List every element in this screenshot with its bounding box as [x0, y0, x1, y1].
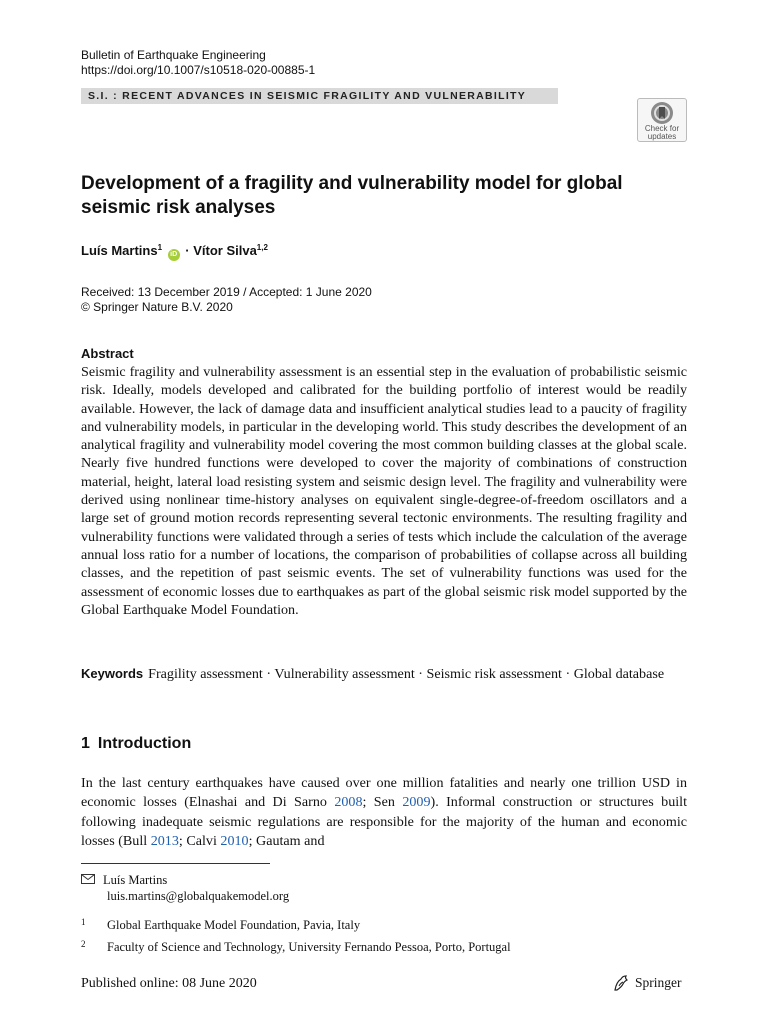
abstract-heading: Abstract [81, 346, 134, 361]
received-accepted: Received: 13 December 2019 / Accepted: 1 June 2020 [81, 285, 372, 299]
author-separator: · [181, 243, 194, 258]
keywords [81, 665, 687, 683]
intro-text: ). Informal construction or structures built following inadequate seismic regulations are responsible for the majority of the human and economic losses (Bull [81, 794, 687, 850]
affiliation-number: 2 [81, 939, 86, 949]
section-number: 1 [81, 735, 90, 752]
publisher-name: Springer [635, 975, 682, 990]
corresponding-email[interactable]: luis.martins@globalquakemodel.org [107, 889, 290, 903]
article-dates [81, 285, 372, 315]
springer-logo [612, 974, 682, 992]
journal-header [81, 48, 315, 78]
author-affiliation-mark: 1 [157, 243, 163, 252]
affiliation-2 [81, 936, 511, 955]
paper-title: Development of a fragility and vulnerability model for global seismic risk analyses [81, 173, 623, 218]
check-updates-text-1: Check for [644, 124, 680, 133]
section-heading [81, 735, 191, 753]
special-issue-banner: S.I. : RECENT ADVANCES IN SEISMIC FRAGILITY AND VULNERABILITY [81, 88, 558, 104]
corresponding-author [81, 872, 289, 904]
section-title: Introduction [97, 735, 192, 752]
published-online: Published online: 08 June 2020 [81, 976, 257, 991]
citation-link[interactable]: 2008 [334, 794, 363, 811]
affiliation-text: Faculty of Science and Technology, University Fernando Pessoa, Porto, Portugal [107, 940, 511, 954]
corresponding-name: Luís Martins [103, 873, 168, 887]
affiliation-text: Global Earthquake Model Foundation, Pavia, Italy [107, 918, 361, 932]
keywords-label: Keywords [81, 666, 144, 681]
journal-name: Bulletin of Earthquake Engineering [81, 48, 266, 62]
check-updates-text-2: updates [647, 132, 677, 141]
intro-text: ; Gautam and [248, 833, 325, 850]
check-for-updates-badge[interactable] [637, 98, 687, 142]
springer-horse-icon [612, 974, 630, 992]
author-name[interactable]: Vítor Silva [193, 243, 257, 258]
orcid-icon[interactable]: iD [168, 249, 180, 261]
abstract-text: Seismic fragility and vulnerability assessment is an essential step in the evaluation of probabilistic seismic risk. Ideally, models developed and calibrated for the building portfolio of interest would be readily available. However, the lack of damage data and insufficient analytical studies lead to a paucity of fragility and vulnerability models, in particular in the developing world. This study describes the development of an analytical fragility and vulnerability model covering the most common building classes at the global scale. Nearly five hundred functions were developed to cover the majority of combinations of construction material, height, lateral load resisting system and seismic design level. The fragility and vulnerability were derived using nonlinear time-history analyses on equivalent single-degree-of-freedom oscillators and a large set of ground motion records representing several tectonic environments. The resulting fragility and vulnerability functions were validated through a series of tests which include the calculation of the average annual loss ratio for a number of locations, the comparison of probabilities of collapse across all building classes, and the repetition of past seismic events. The set of vulnerability functions was used for the assessment of economic losses due to earthquakes as part of the global seismic risk model supported by the Global Earthquake Model Foundation. [81, 364, 687, 618]
author-name[interactable]: Luís Martins [81, 243, 158, 258]
intro-text: ; Calvi [178, 833, 221, 850]
bookmark-icon [650, 101, 674, 125]
affiliation-1 [81, 914, 360, 933]
affiliation-number: 1 [81, 917, 86, 927]
footnote-divider [81, 863, 270, 864]
author-affiliation-mark: 1,2 [256, 243, 268, 252]
citation-link[interactable]: 2010 [220, 833, 249, 850]
author-list [81, 243, 268, 261]
citation-link[interactable]: 2009 [402, 794, 431, 811]
intro-paragraph [81, 774, 687, 852]
keywords-text: Fragility assessment · Vulnerability assessment · Seismic risk assessment · Global database [148, 666, 665, 682]
copyright-line: © Springer Nature B.V. 2020 [81, 300, 233, 314]
intro-text: ; Sen [362, 794, 403, 811]
doi-link[interactable]: https://doi.org/10.1007/s10518-020-00885-1 [81, 63, 316, 77]
intro-text: In the last century earthquakes have caused over one million fatalities and nearly one trillion USD in economic losses (Elnashai and Di Sarno [81, 775, 687, 811]
envelope-icon [81, 872, 95, 888]
citation-link[interactable]: 2013 [150, 833, 179, 850]
